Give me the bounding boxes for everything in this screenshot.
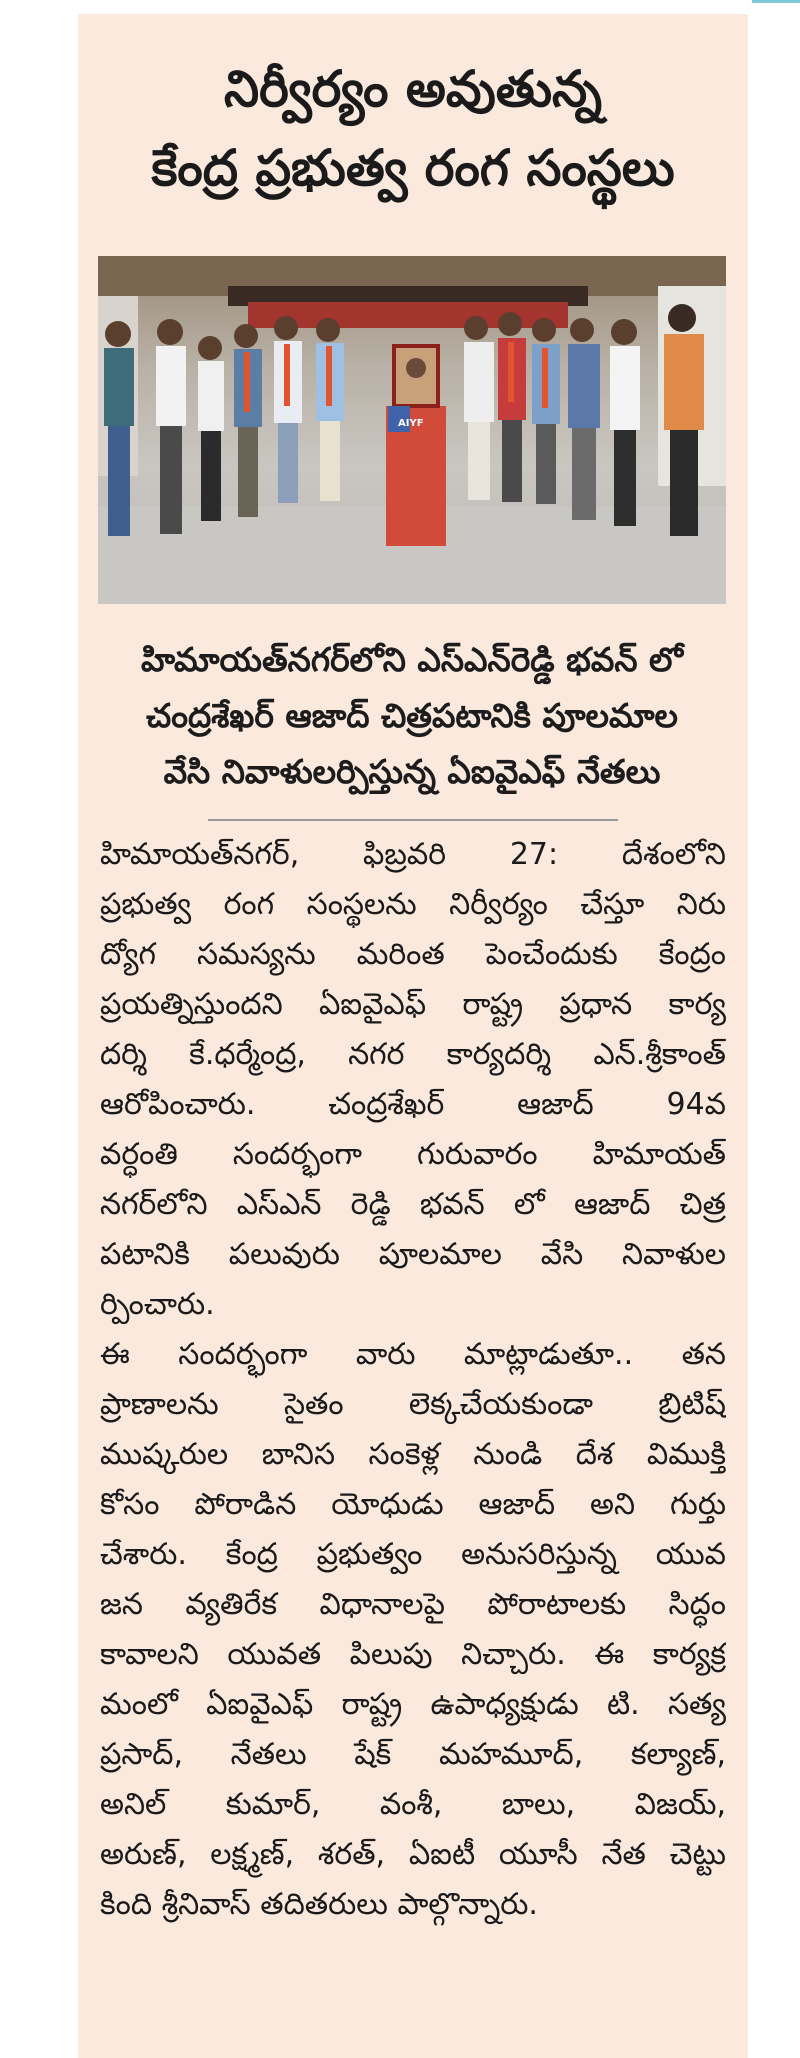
- caption-line-3: వేసి నివాళులర్పిస్తున్న ఏఐవైఎఫ్ నేతలు: [163, 752, 661, 791]
- article-line: పటానికి పలువురు పూలమాల వేసి నివాళుల: [100, 1237, 726, 1272]
- article-line: మంలో ఏఐవైఎఫ్ రాష్ట్ర ఉపాధ్యక్షుడు టి. సత్య: [100, 1687, 726, 1722]
- group-protest-photo: [98, 256, 726, 604]
- photo-banner-text: AIYF: [398, 418, 424, 429]
- article-line: నగర్‌లోని ఎస్ఎన్ రెడ్డి భవన్ లో ఆజాద్ చిత్ర: [100, 1187, 726, 1222]
- article-body: [100, 830, 726, 1930]
- news-photo: [98, 256, 726, 604]
- article-line: ప్రయత్నిస్తుందని ఏఐవైఎఫ్ రాష్ట్ర ప్రధాన కార్య: [100, 987, 726, 1022]
- photo-caption: [98, 632, 726, 800]
- article-line: ద్యోగ సమస్యను మరింత పెంచేందుకు కేంద్రం: [100, 937, 726, 972]
- article-line: ఈ సందర్భంగా వారు మాట్లాడుతూ.. తన: [100, 1337, 726, 1372]
- article-line: ప్రసాద్, నేతలు షేక్ మహమూద్, కల్యాణ్,: [100, 1737, 726, 1772]
- article-line: ర్పించారు.: [100, 1287, 215, 1322]
- article-line: కింది శ్రీనివాస్ తదితరులు పాల్గొన్నారు.: [100, 1887, 538, 1922]
- newspaper-clipping: [78, 14, 748, 2058]
- caption-divider: [208, 819, 618, 821]
- headline: [78, 14, 748, 208]
- article-line: ముష్కరుల బానిస సంకెళ్ల నుండి దేశ విముక్తి: [100, 1437, 726, 1472]
- headline-line-1: నిర్వీర్యం అవుతున్న: [224, 60, 602, 118]
- article-line: ప్రభుత్వ రంగ సంస్థలను నిర్వీర్యం చేస్తూ నిరు: [100, 887, 726, 922]
- article-line: కోసం పోరాడిన యోధుడు ఆజాద్ అని గుర్తు: [100, 1487, 726, 1522]
- article-line: చేశారు. కేంద్ర ప్రభుత్వం అనుసరిస్తున్న యువ: [100, 1537, 726, 1572]
- article-line: అనిల్ కుమార్, వంశీ, బాలు, విజయ్,: [100, 1787, 726, 1822]
- corner-accent: [752, 0, 800, 3]
- article-line: ప్రాణాలను సైతం లెక్కచేయకుండా బ్రిటిష్: [100, 1387, 726, 1422]
- article-line: దర్శి కే.ధర్మేంద్ర, నగర కార్యదర్శి ఎన్.శ్రీకాంత్: [100, 1037, 726, 1072]
- article-line: వర్ధంతి సందర్భంగా గురువారం హిమాయత్: [100, 1137, 726, 1172]
- article-line: అరుణ్, లక్ష్మణ్, శరత్, ఏఐటీ యూసీ నేత చెట్టు: [100, 1837, 726, 1872]
- article-line: కావాలని యువత పిలుపు నిచ్చారు. ఈ కార్యక్ర: [100, 1637, 726, 1672]
- article-line: హిమాయత్‌నగర్, ఫిబ్రవరి 27: దేశంలోని: [100, 837, 726, 872]
- article-line: జన వ్యతిరేక విధానాలపై పోరాటాలకు సిద్ధం: [100, 1587, 726, 1622]
- headline-line-2: కేంద్ర ప్రభుత్వ రంగ సంస్థలు: [151, 139, 675, 197]
- article-line: ఆరోపించారు. చంద్రశేఖర్ ఆజాద్ 94వ: [100, 1087, 726, 1122]
- caption-line-2: చంద్రశేఖర్ ఆజాద్ చిత్రపటానికి పూలమాల: [146, 696, 678, 735]
- caption-line-1: హిమాయత్‌నగర్‌లోని ఎస్ఎన్‌రెడ్డి భవన్ లో: [140, 640, 683, 679]
